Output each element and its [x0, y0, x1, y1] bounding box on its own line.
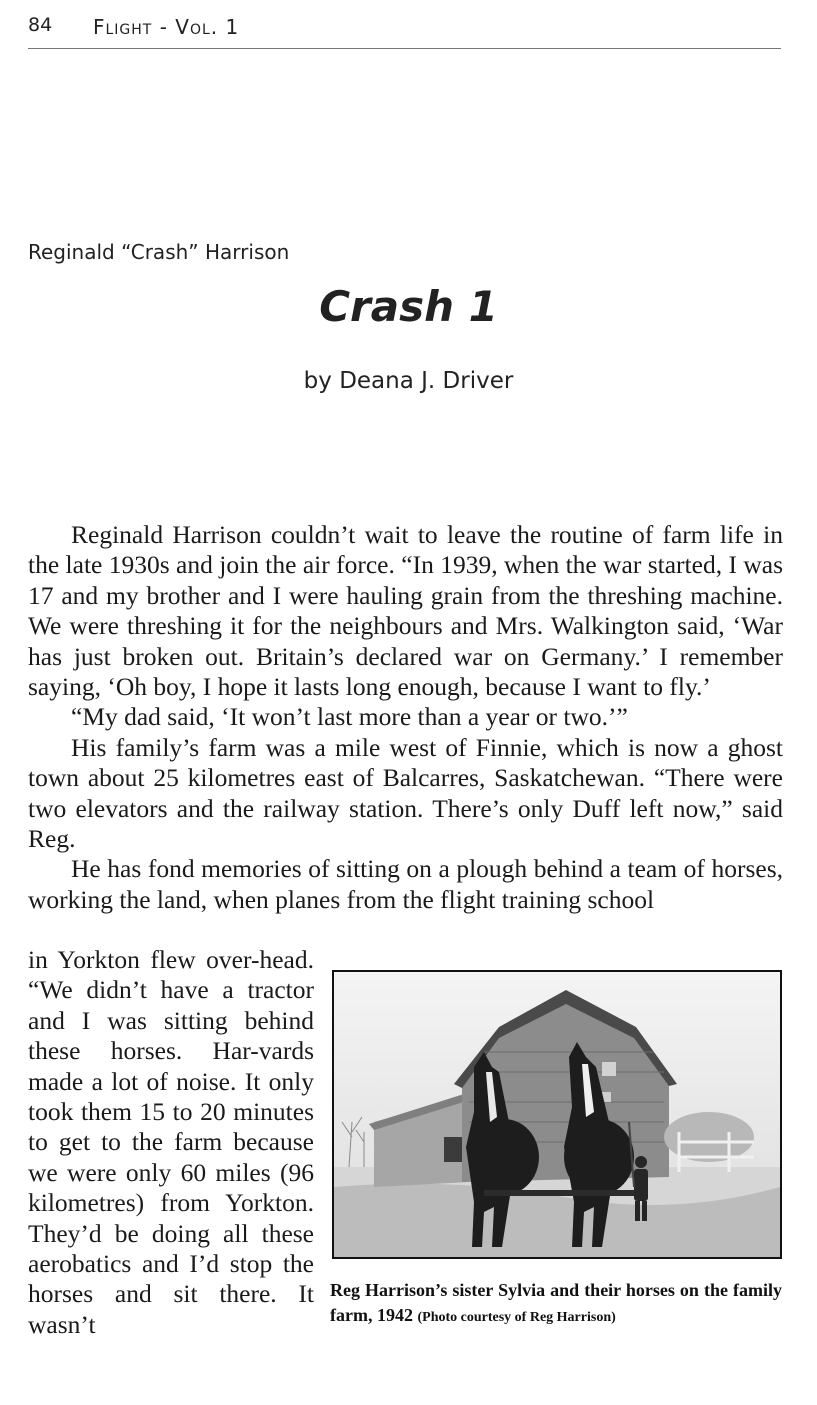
- paragraph: His family’s farm was a mile west of Finnie, which is now a ghost town about 25 kilometres east of Balcarres, Saskatchewan. “There were two elevators and the railway station. There’s only Duff left now,” said Reg.: [28, 732, 783, 854]
- page-number: 84: [28, 14, 53, 36]
- paragraph: He has fond memories of sitting on a plough behind a team of horses, working the land, when planes from the flight training school: [28, 854, 783, 914]
- paragraph-continued: in Yorkton flew over-head. “We didn’t have a tractor and I was sitting behind these horses. Har-vards made a lot of noise. It only took them 15 to 20 minutes to get to the farm because we were only 60 miles (96 kilometres) from Yorkton. They’d be doing all these aerobatics and I’d stop the horses and sit there. It wasn’t: [28, 945, 314, 1339]
- byline: by Deana J. Driver: [303, 368, 514, 394]
- paragraph: Reginald Harrison couldn’t wait to leave the routine of farm life in the late 1930s and join the air force. “In 1939, when the war started, I was 17 and my brother and I were hauling grain from the threshing machine. We were threshing it for the neighbours and Mrs. Walkington said, ‘War has just broken out. Britain’s declared war on Germany.’ I remember saying, ‘Oh boy, I hope it lasts long enough, because I want to fly.’: [28, 520, 783, 702]
- caption-text: Reg Harrison’s sister Sylvia and their horses on the family farm, 1942: [330, 1280, 782, 1325]
- chapter-title: Crash 1: [319, 282, 498, 331]
- paragraph: “My dad said, ‘It won’t last more than a year or two.’”: [71, 702, 628, 732]
- farm-photo: [332, 970, 782, 1259]
- body-text: [28, 520, 783, 915]
- figure-caption: [330, 1278, 782, 1330]
- farm-photo-illustration: [334, 972, 780, 1257]
- wrapped-text-column: [28, 945, 314, 1340]
- photo-credit: (Photo courtesy of Reg Harrison): [417, 1310, 616, 1325]
- running-title: Flight - Vol. 1: [93, 15, 240, 39]
- section-label: Reginald “Crash” Harrison: [28, 240, 290, 264]
- running-head: [28, 12, 781, 49]
